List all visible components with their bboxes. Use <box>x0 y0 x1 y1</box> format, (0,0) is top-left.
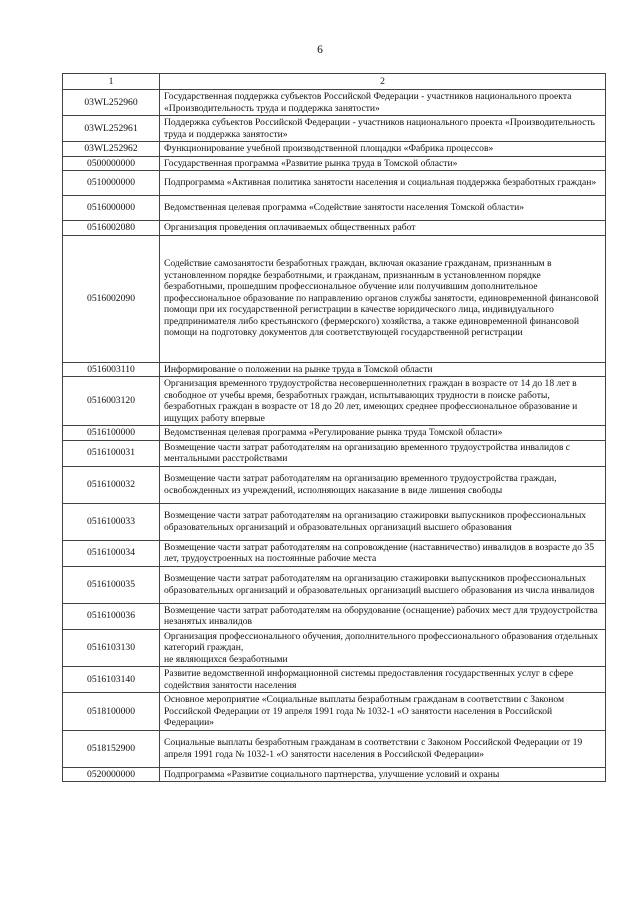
header-col-1: 1 <box>63 74 160 90</box>
row-description: Основное мероприятие «Социальные выплаты безработным гражданам в соответствии с Законом Российской Федерации от 19 апреля 1991 года № 1032-1 «О занятости населения в Российской Федерации» <box>160 693 606 731</box>
row-description: Возмещение части затрат работодателям на сопровождение (наставничество) инвалидов в возрасте до 35 лет, трудоустроенных на постоянные рабочие места <box>160 540 606 566</box>
table-row <box>63 116 606 142</box>
row-description: Ведомственная целевая программа «Содействие занятости населения Томской области» <box>160 196 606 221</box>
table-row <box>63 142 606 157</box>
row-code: 0516100000 <box>63 426 160 441</box>
row-description: Возмещение части затрат работодателям на организацию стажировки выпускников профессиональных образовательных организаций и образовательных организаций высшего образования <box>160 503 606 540</box>
row-description: Государственная программа «Развитие рынка труда в Томской области» <box>160 156 606 171</box>
row-code: 0516003120 <box>63 377 160 426</box>
table-row <box>63 171 606 196</box>
table-row <box>63 693 606 731</box>
row-description: Возмещение части затрат работодателям на организацию временного трудоустройства граждан, освобожденных из учреждений, исполняющих наказание в виде лишения свободы <box>160 466 606 503</box>
row-code: 0516103140 <box>63 667 160 693</box>
row-code: 0516103130 <box>63 629 160 667</box>
row-code: 03WL252960 <box>63 90 160 116</box>
row-code: 0516100033 <box>63 503 160 540</box>
row-code: 0520000000 <box>63 767 160 782</box>
table-row <box>63 156 606 171</box>
table-body <box>63 74 606 782</box>
table-row <box>63 767 606 782</box>
row-description: Поддержка субъектов Российской Федерации - участников национального проекта «Производительность труда и поддержка занятости» <box>160 116 606 142</box>
row-description: Возмещение части затрат работодателям на оборудование (оснащение) рабочих мест для трудоустройства незанятых инвалидов <box>160 603 606 629</box>
table-row <box>63 440 606 466</box>
table-row <box>63 629 606 667</box>
table-row <box>63 90 606 116</box>
table-row <box>63 362 606 377</box>
row-description: Подпрограмма «Активная политика занятости населения и социальная поддержка безработных граждан» <box>160 171 606 196</box>
table-row <box>63 235 606 362</box>
row-code: 0518100000 <box>63 693 160 731</box>
table-row <box>63 667 606 693</box>
row-code: 0516000000 <box>63 196 160 221</box>
table-row <box>63 540 606 566</box>
table-row <box>63 466 606 503</box>
row-code: 0516002090 <box>63 235 160 362</box>
row-code: 0516100036 <box>63 603 160 629</box>
row-description: Социальные выплаты безработным гражданам в соответствии с Законом Российской Федерации от 19 апреля 1991 года № 1032-1 «О занятости населения в Российской Федерации» <box>160 730 606 767</box>
row-description: Подпрограмма «Развитие социального партнерства, улучшение условий и охраны <box>160 767 606 782</box>
row-description: Ведомственная целевая программа «Регулирование рынка труда Томской области» <box>160 426 606 441</box>
row-code: 0516003110 <box>63 362 160 377</box>
table-header-row <box>63 74 606 90</box>
row-description: Возмещение части затрат работодателям на организацию стажировки выпускников профессиональных образовательных организаций и образовательных организаций высшего образования из числа инвалидов <box>160 566 606 603</box>
header-col-2: 2 <box>160 74 606 90</box>
row-description: Государственная поддержка субъектов Российской Федерации - участников национального проекта «Производительность труда и поддержка занятости» <box>160 90 606 116</box>
row-description: Организация временного трудоустройства несовершеннолетних граждан в возрасте от 14 до 18 лет в свободное от учебы время, безработных граждан, испытывающих трудности в поиске работы, безработных граждан в возрасте от 18 до 20 лет, имеющих среднее профессиональное образование и ищущих работу впервые <box>160 377 606 426</box>
row-description: Развитие ведомственной информационной системы предоставления государственных услуг в сфере содействия занятости населения <box>160 667 606 693</box>
row-description: Возмещение части затрат работодателям на организацию временного трудоустройства инвалидов с ментальными расстройствами <box>160 440 606 466</box>
table-row <box>63 196 606 221</box>
table-row <box>63 377 606 426</box>
row-code: 0516100032 <box>63 466 160 503</box>
table-row <box>63 603 606 629</box>
row-code: 03WL252962 <box>63 142 160 157</box>
row-code: 0516100034 <box>63 540 160 566</box>
row-description: Информирование о положении на рынке труда в Томской области <box>160 362 606 377</box>
budget-classification-table <box>62 73 606 782</box>
row-code: 0516100035 <box>63 566 160 603</box>
table-row <box>63 503 606 540</box>
row-description: Содействие самозанятости безработных граждан, включая оказание гражданам, признанным в установленном порядке безработными, и гражданам, признанным в установленном порядке безработными, прошедшим профессиональное обучение или получившим дополнительное профессиональное образование по направлению органов службы занятости, единовременной финансовой помощи при их государственной регистрации в качестве юридического лица, индивидуального предпринимателя либо крестьянского (фермерского) хозяйства, а также единовременной финансовой помощи на подготовку документов для соответствующей государственной регистрации <box>160 235 606 362</box>
table-row <box>63 221 606 236</box>
row-description: Организация проведения оплачиваемых общественных работ <box>160 221 606 236</box>
table-row <box>63 730 606 767</box>
row-code: 0510000000 <box>63 171 160 196</box>
page-number: 6 <box>317 44 323 56</box>
row-code: 0516002080 <box>63 221 160 236</box>
row-code: 0518152900 <box>63 730 160 767</box>
table-row <box>63 566 606 603</box>
row-code: 0500000000 <box>63 156 160 171</box>
row-code: 03WL252961 <box>63 116 160 142</box>
row-description: Функционирование учебной производственной площадки «Фабрика процессов» <box>160 142 606 157</box>
row-description: Организация профессионального обучения, дополнительного профессионального образования отдельных категорий граждан, не являющихся безработными <box>160 629 606 667</box>
row-code: 0516100031 <box>63 440 160 466</box>
table-row <box>63 426 606 441</box>
